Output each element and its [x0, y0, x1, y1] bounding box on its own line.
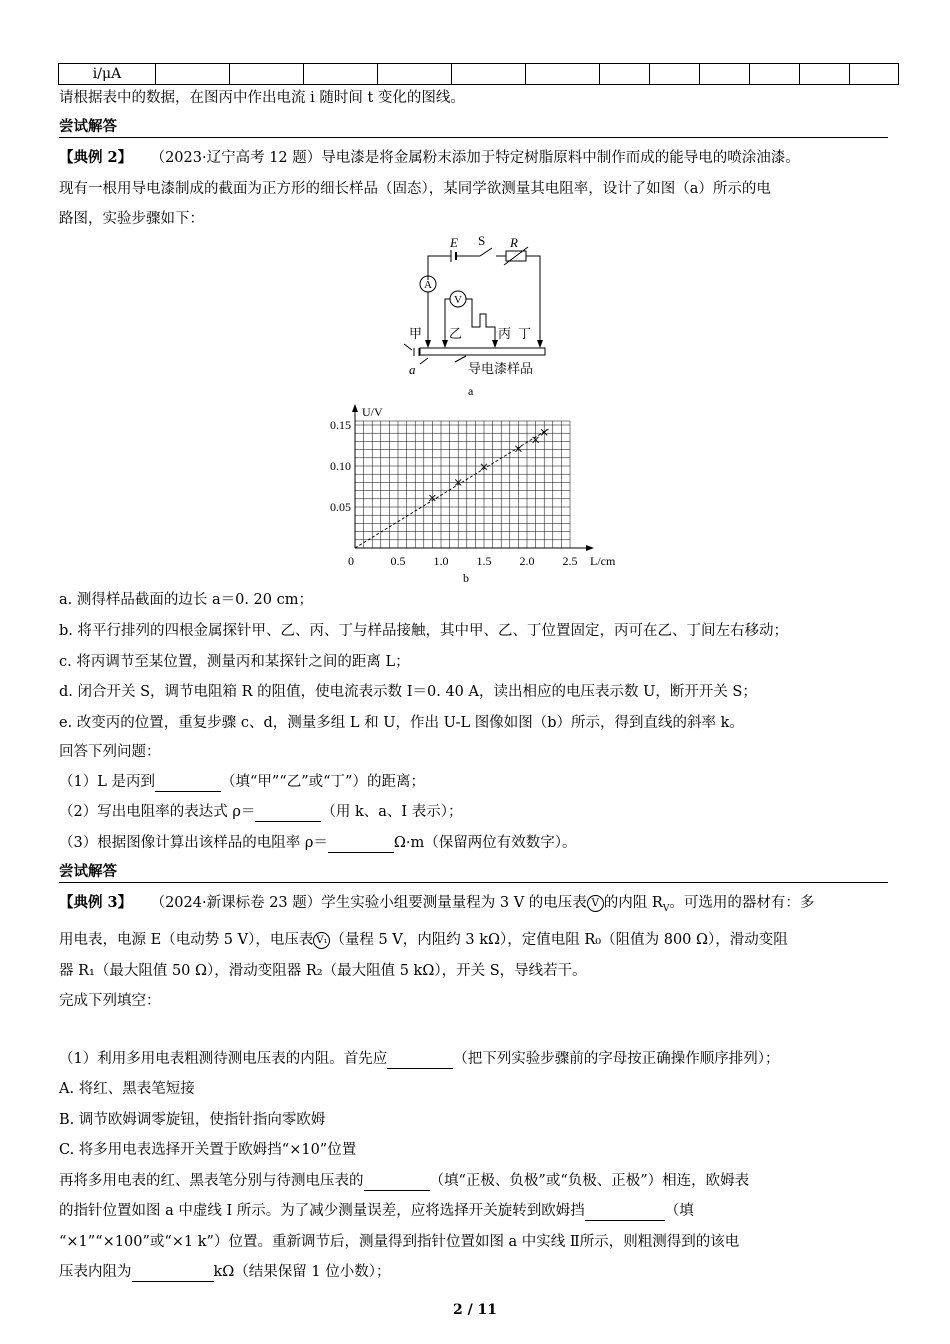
ex2-intro-3: 路图，实验步骤如下：	[59, 211, 204, 227]
label-R: R	[510, 235, 518, 250]
sample-label: 导电漆样品	[468, 361, 534, 376]
answer-blank[interactable]	[155, 776, 221, 792]
x-tick-label: 1.0	[433, 554, 449, 568]
x-tick-label: 2.5	[562, 554, 578, 568]
voltmeter-v1-icon: V₁	[313, 932, 330, 949]
probe-bing: 丙	[498, 326, 512, 341]
figure-b-caption: b	[463, 571, 469, 585]
answer-prompt: 回答下列问题：	[59, 744, 161, 760]
step-b: b. 将平行排列的四根金属探针甲、乙、丙、丁与样品接触，其中甲、乙、丁位置固定，丙可在乙、丁间左右移动；	[59, 623, 788, 639]
answer-blank[interactable]	[585, 1205, 665, 1221]
option-a: A. 将红、黑表笔短接	[59, 1081, 195, 1097]
step-c: c. 将丙调节至某位置，测量丙和某探针之间的距离 L；	[59, 654, 410, 670]
label-a: a	[409, 362, 416, 377]
option-b: B. 调节欧姆调零旋钮，使指针指向零欧姆	[59, 1112, 326, 1128]
answer-blank[interactable]	[387, 1053, 453, 1069]
circuit-diagram	[400, 232, 560, 400]
x-tick-label: 1.5	[476, 554, 492, 568]
try-answer-header: 尝试解答	[59, 117, 888, 138]
row-label: i/μA	[59, 64, 156, 85]
ex3-line-11: “×1”“×100”或“×1 k”）位置。重新调节后，测量得到指针位置如图 a 中实线 Ⅱ所示，则粗测得到的该电	[59, 1234, 740, 1250]
step-d: d. 闭合开关 S，调节电阻箱 R 的阻值，使电流表示数 I＝0. 40 A，读出相应的电压表示数 U，断开开关 S；	[59, 684, 757, 700]
try-answer-header: 尝试解答	[59, 862, 888, 883]
ex3-line-1: 【典例 3】 （2024·新课标卷 23 题）学生实验小组要测量量程为 3 V 的电压表 V 的内阻 $R_V$。可选用的器材有：多	[59, 894, 815, 914]
y-tick-label: 0.10	[330, 459, 351, 473]
label-S: S	[478, 233, 486, 248]
question-3: （3）根据图像计算出该样品的电阻率 ρ＝ Ω·m（保留两位有效数字）。	[59, 835, 577, 851]
question-1: （1）L 是丙到 （填“甲”“乙”或“丁”）的距离；	[59, 774, 425, 790]
answer-blank[interactable]	[132, 1266, 214, 1282]
ex2-intro-2: 现有一根用导电漆制成的截面为正方形的细长样品（固态），某同学欲测量其电阻率，设计了如图（a）所示的电	[59, 181, 771, 197]
ex2-intro-1: 【典例 2】 （2023·辽宁高考 12 题）导电漆是将金属粉末添加于特定树脂原料中制作而成的能导电的喷涂油漆。	[59, 149, 800, 166]
page-number: 2 / 11	[452, 1302, 498, 1318]
origin-label: 0	[348, 554, 354, 568]
y-axis-label: U/V	[362, 405, 383, 419]
x-tick-label: 0.5	[390, 554, 406, 568]
ex3-line-3: 器 R₁（最大阻值 50 Ω），滑动变阻器 R₂（最大阻值 5 kΩ），开关 S，导线若干。	[59, 963, 587, 979]
y-tick-label: 0.05	[330, 500, 351, 514]
ex3-question-1: （1）利用多用电表粗测待测电压表的内阻。首先应 （把下列实验步骤前的字母按正确操作顺序排列）；	[59, 1051, 780, 1067]
figure-a-caption: a	[468, 384, 474, 398]
ex3-line-9: 再将多用电表的红、黑表笔分别与待测电压表的 （填“正极、负极”或“负极、正极”）相连，欧姆表	[59, 1173, 750, 1189]
probe-jia: 甲	[409, 326, 423, 341]
step-a: a. 测得样品截面的边长 a＝0. 20 cm；	[59, 592, 313, 608]
voltmeter-icon: V	[454, 294, 462, 306]
x-tick-label: 2.0	[519, 554, 535, 568]
voltmeter-v-icon: V	[587, 895, 604, 912]
x-axis-label: L/cm	[590, 554, 616, 568]
answer-blank[interactable]	[364, 1175, 430, 1191]
ex3-line-2: 用电表，电源 E（电动势 5 V），电压表 V₁ （量程 5 V，内阻约 3 kΩ），定值电阻 R₀（阻值为 800 Ω），滑动变阻	[59, 932, 788, 948]
fit-line	[355, 429, 549, 548]
question-2: （2）写出电阻率的表达式 ρ＝ （用 k、a、I 表示）；	[59, 804, 463, 820]
option-c: C. 将多用电表选择开关置于欧姆挡“×10”位置	[59, 1142, 357, 1158]
label-E: E	[450, 235, 458, 250]
ammeter-icon: A	[424, 279, 432, 291]
plot-instruction: 请根据表中的数据，在图丙中作出电流 i 随时间 t 变化的图线。	[59, 90, 465, 106]
ex3-line-4: 完成下列填空：	[59, 993, 161, 1009]
answer-blank[interactable]	[328, 837, 394, 853]
ex3-line-10: 的指针位置如图 a 中虚线 Ⅰ 所示。为了减少测量误差，应将选择开关旋转到欧姆挡 （填	[59, 1203, 694, 1219]
data-table	[58, 63, 899, 85]
x-axis-arrow	[586, 545, 594, 551]
step-e: e. 改变丙的位置，重复步骤 c、d，测量多组 L 和 U，作出 U-L 图像如图（b）所示，得到直线的斜率 k。	[59, 715, 744, 731]
y-axis-arrow	[352, 404, 358, 412]
table-row	[59, 64, 899, 85]
ex3-line-12: 压表内阻为 kΩ（结果保留 1 位小数）；	[59, 1264, 391, 1280]
probe-yi: 乙	[449, 326, 463, 341]
answer-blank[interactable]	[255, 806, 321, 822]
probe-ding: 丁	[518, 326, 532, 341]
u-l-chart	[318, 402, 638, 588]
y-tick-label: 0.15	[330, 418, 351, 432]
